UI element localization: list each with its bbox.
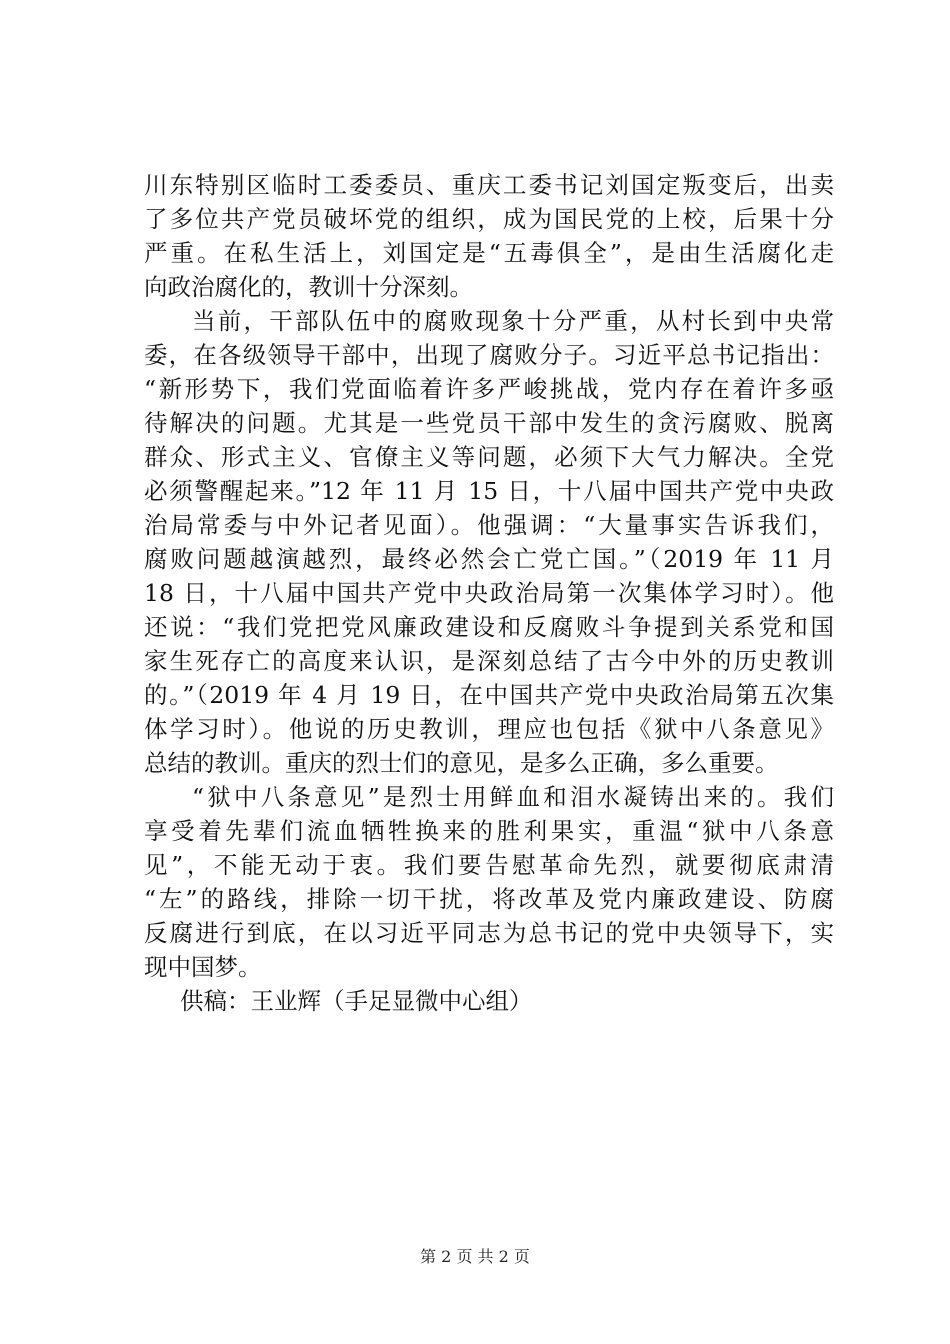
text-line: 还说：“我们党把党风廉政建设和反腐败斗争提到关系党和国 [144, 613, 834, 641]
author-credit: 供稿：王业辉（手足显微中心组） [180, 987, 533, 1015]
text-line: 家生死存亡的高度来认识，是深刻总结了古今中外的历史教训 [144, 647, 834, 675]
text-line: 总结的教训。重庆的烈士们的意见，是多么正确，多么重要。 [144, 749, 779, 777]
text-line: 的。”（2019 年 4 月 19 日，在中国共产党中央政治局第五次集 [144, 681, 834, 709]
text-line: “左”的路线，排除一切干扰，将改革及党内廉政建设、防腐 [144, 885, 834, 913]
text-line: 了多位共产党员破坏党的组织，成为国民党的上校，后果十分 [144, 205, 834, 233]
text-line: 委，在各级领导干部中，出现了腐败分子。习近平总书记指出： [144, 341, 834, 369]
text-line: “新形势下，我们党面临着许多严峻挑战，党内存在着许多亟 [144, 375, 834, 403]
text-line: 严重。在私生活上，刘国定是“五毒俱全”，是由生活腐化走 [144, 239, 834, 267]
paragraph-start-line: 当前，干部队伍中的腐败现象十分严重，从村长到中央常 [192, 307, 834, 335]
text-line: 必须警醒起来。”12 年 11 月 15 日，十八届中国共产党中央政 [144, 477, 834, 505]
text-line: 腐败问题越演越烈，最终必然会亡党亡国。”（2019 年 11 月 [144, 545, 834, 573]
text-line: 体学习时）。他说的历史教训，理应也包括《狱中八条意见》 [144, 715, 834, 743]
text-line: 川东特别区临时工委委员、重庆工委书记刘国定叛变后，出卖 [144, 171, 834, 199]
text-line: 治局常委与中外记者见面）。他强调：“大量事实告诉我们， [144, 511, 834, 539]
text-line: 反腐进行到底，在以习近平同志为总书记的党中央领导下，实 [144, 919, 834, 947]
document-body [144, 168, 834, 1018]
text-line: 见”，不能无动于衷。我们要告慰革命先烈，就要彻底肃清 [144, 851, 834, 879]
text-line: 群众、形式主义、官僚主义等问题，必须下大气力解决。全党 [144, 443, 834, 471]
text-line: 向政治腐化的，教训十分深刻。 [144, 273, 473, 301]
text-line: 18 日，十八届中国共产党中央政治局第一次集体学习时）。他 [144, 579, 834, 607]
page-number-footer: 第 2 页 共 2 页 [420, 1247, 530, 1266]
text-line: 享受着先辈们流血牺牲换来的胜利果实，重温“狱中八条意 [144, 817, 834, 845]
paragraph-start-line: “狱中八条意见”是烈士用鲜血和泪水凝铸出来的。我们 [192, 783, 834, 811]
text-line: 待解决的问题。尤其是一些党员干部中发生的贪污腐败、脱离 [144, 409, 834, 437]
text-line: 现中国梦。 [144, 953, 262, 981]
